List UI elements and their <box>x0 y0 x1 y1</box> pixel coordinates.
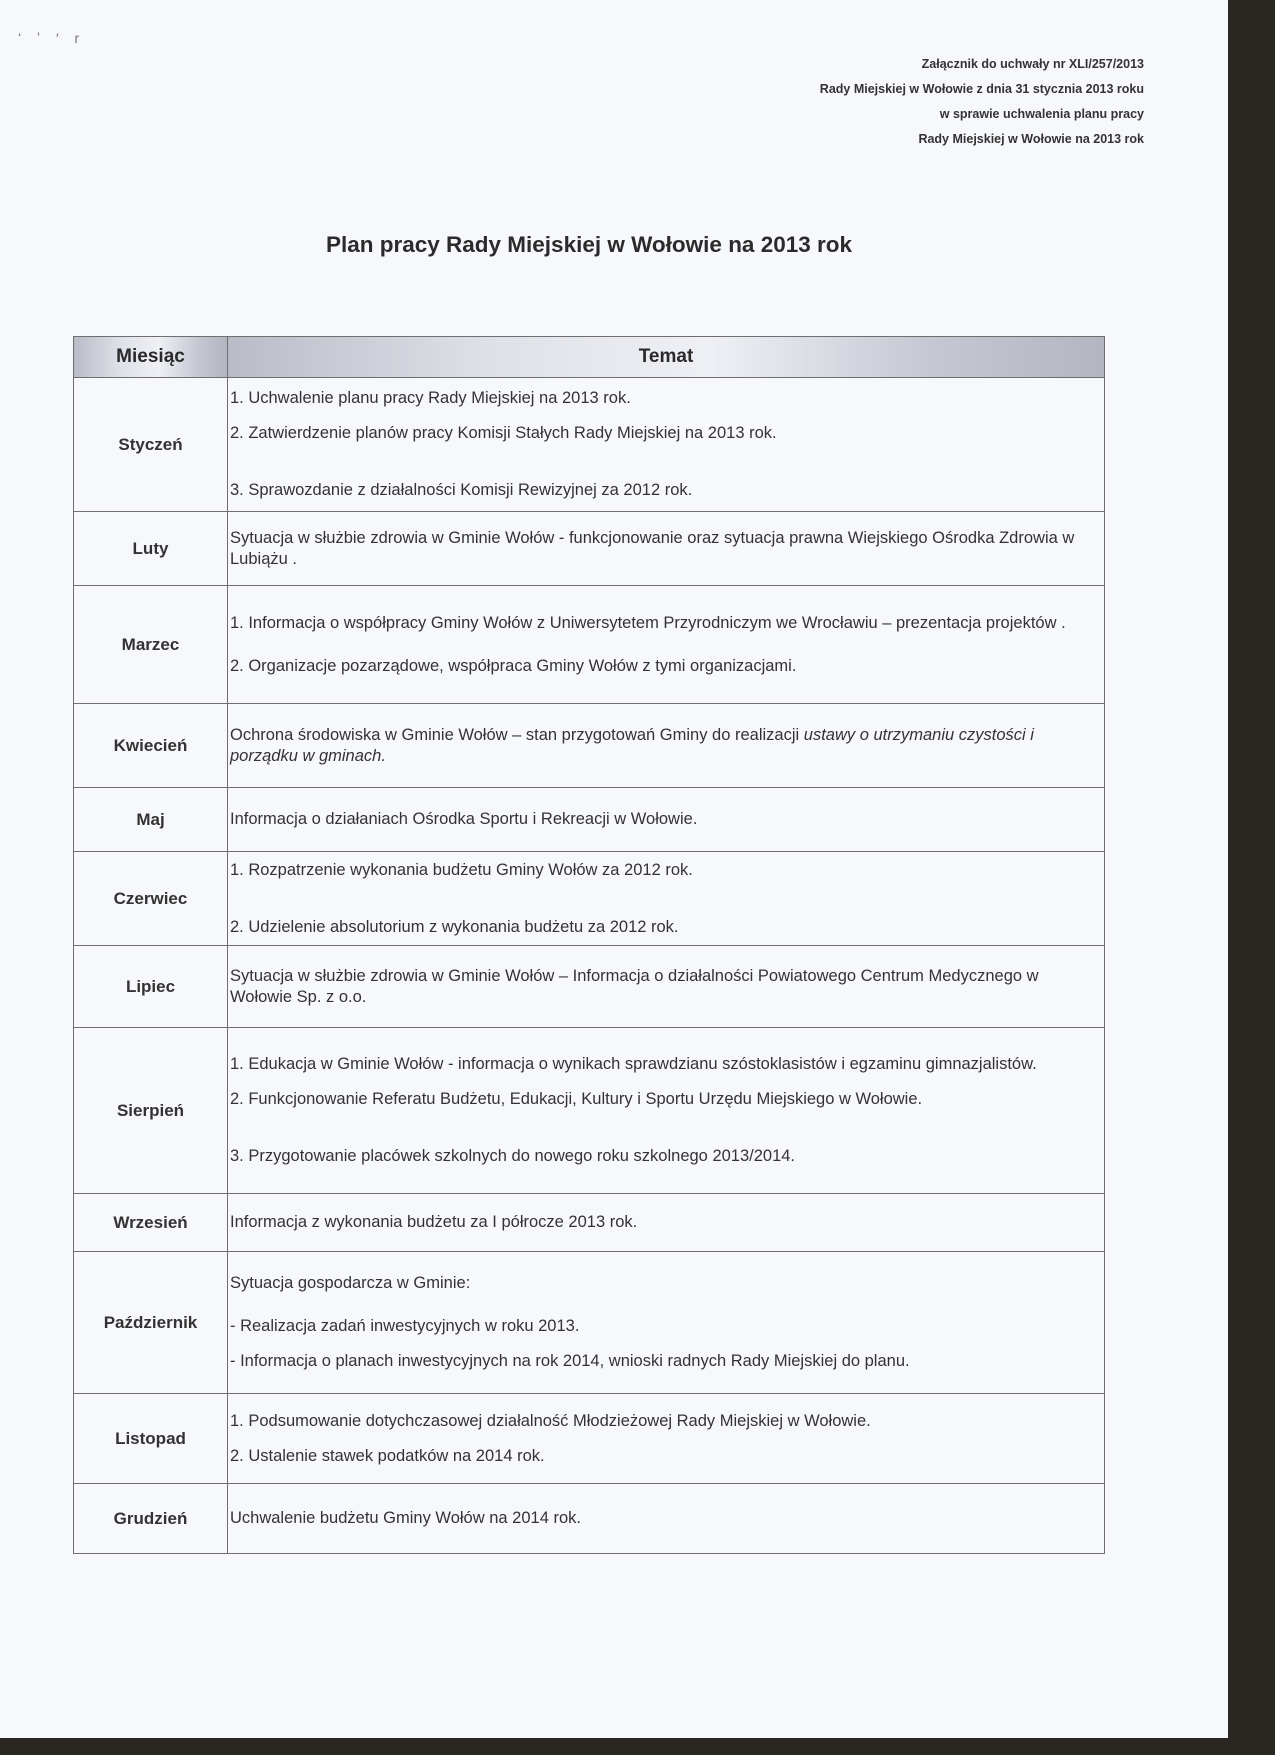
table-row <box>74 512 1105 586</box>
header-line: Załącznik do uchwały nr XLI/257/2013 <box>921 57 1144 71</box>
table-row <box>74 704 1105 788</box>
header-line: Rady Miejskiej w Wołowie z dnia 31 stycznia 2013 roku <box>819 82 1144 96</box>
topic-item: Sytuacja gospodarcza w Gminie: <box>230 1274 471 1292</box>
topic-item: 3. Sprawozdanie z działalności Komisji Rewizyjnej za 2012 rok. <box>230 481 693 499</box>
month-cell: Styczeń <box>74 378 228 512</box>
table-row <box>74 1484 1105 1554</box>
topic-item <box>230 725 1096 767</box>
month-cell: Sierpień <box>74 1028 228 1194</box>
topic-cell <box>228 1194 1105 1252</box>
table-row <box>74 946 1105 1028</box>
topic-text: Ochrona środowiska w Gminie Wołów – stan przygotowań Gminy do realizacji <box>230 725 804 744</box>
topic-item: 1. Rozpatrzenie wykonania budżetu Gminy Wołów za 2012 rok. <box>230 860 693 879</box>
table-row <box>74 788 1105 852</box>
table-row <box>74 378 1105 512</box>
topic-cell <box>228 852 1105 946</box>
table-row <box>74 1394 1105 1484</box>
table-row <box>74 852 1105 946</box>
month-cell: Lipiec <box>74 946 228 1028</box>
topic-item: Informacja o działaniach Ośrodka Sportu i Rekreacji w Wołowie. <box>230 810 698 828</box>
header-line: Rady Miejskiej w Wołowie na 2013 rok <box>918 132 1144 146</box>
month-cell: Czerwiec <box>74 852 228 946</box>
topic-item: - Realizacja zadań inwestycyjnych w roku 2013. <box>230 1317 580 1335</box>
topic-cell <box>228 1484 1105 1554</box>
attachment-header <box>820 52 1144 152</box>
month-cell: Luty <box>74 512 228 586</box>
topic-cell <box>228 946 1105 1028</box>
topic-cell <box>228 1028 1105 1194</box>
month-cell: Grudzień <box>74 1484 228 1554</box>
topic-cell <box>228 512 1105 586</box>
topic-item: 2. Organizacje pozarządowe, współpraca Gminy Wołów z tymi organizacjami. <box>230 656 797 675</box>
topic-item: 3. Przygotowanie placówek szkolnych do nowego roku szkolnego 2013/2014. <box>230 1147 796 1165</box>
topic-item: 2. Udzielenie absolutorium z wykonania budżetu za 2012 rok. <box>230 917 679 936</box>
topic-item: 1. Uchwalenie planu pracy Rady Miejskiej na 2013 rok. <box>230 389 631 407</box>
topic-cell <box>228 1394 1105 1484</box>
month-cell: Marzec <box>74 586 228 704</box>
topic-item: 2. Zatwierdzenie planów pracy Komisji Stałych Rady Miejskiej na 2013 rok. <box>230 424 777 442</box>
month-cell: Maj <box>74 788 228 852</box>
table-row <box>74 1194 1105 1252</box>
table-row <box>74 1028 1105 1194</box>
month-cell: Październik <box>74 1252 228 1394</box>
topic-item: Informacja z wykonania budżetu za I półrocze 2013 rok. <box>230 1213 638 1231</box>
topic-item: Sytuacja w służbie zdrowia w Gminie Wołów – Informacja o działalności Powiatowego Centrum Medycznego w Wołowie Sp. z o.o. <box>230 966 1039 1006</box>
table-header-row <box>74 337 1105 378</box>
topic-item: 2. Ustalenie stawek podatków na 2014 rok. <box>230 1446 545 1465</box>
header-line: w sprawie uchwalenia planu pracy <box>939 107 1144 121</box>
topic-cell <box>228 378 1105 512</box>
topic-item: 2. Funkcjonowanie Referatu Budżetu, Edukacji, Kultury i Sportu Urzędu Miejskiego w Wołowie. <box>230 1090 923 1108</box>
month-cell: Kwiecień <box>74 704 228 788</box>
month-cell: Wrzesień <box>74 1194 228 1252</box>
topic-cell <box>228 704 1105 788</box>
table-row <box>74 586 1105 704</box>
topic-item: 1. Informacja o współpracy Gminy Wołów z Uniwersytetem Przyrodniczym we Wrocławiu – prezentacja projektów . <box>230 613 1066 632</box>
topic-item: 1. Edukacja w Gminie Wołów - informacja o wynikach sprawdzianu szóstoklasistów i egzaminu gimnazjalistów. <box>230 1055 1037 1073</box>
topic-item: 1. Podsumowanie dotychczasowej działalność Młodzieżowej Rady Miejskiej w Wołowie. <box>230 1411 871 1430</box>
topic-cell <box>228 586 1105 704</box>
column-header-topic: Temat <box>228 337 1105 378</box>
topic-text-italic: ustawy o utrzymaniu czystości i porządku w gminach. <box>230 725 1034 765</box>
table-row <box>74 1252 1105 1394</box>
topic-item: - Informacja o planach inwestycyjnych na rok 2014, wnioski radnych Rady Miejskiej do planu. <box>230 1352 910 1370</box>
document-title: Plan pracy Rady Miejskiej w Wołowie na 2013 rok <box>325 232 853 257</box>
month-cell: Listopad <box>74 1394 228 1484</box>
topic-cell <box>228 788 1105 852</box>
work-plan-table <box>73 336 1105 1554</box>
topic-item: Sytuacja w służbie zdrowia w Gminie Wołów - funkcjonowanie oraz sytuacja prawna Wiejskiego Ośrodka Zdrowia w Lubiążu . <box>230 528 1075 568</box>
column-header-month: Miesiąc <box>74 337 228 378</box>
topic-cell <box>228 1252 1105 1394</box>
scan-mark: ʻ ʼ ′ r <box>18 30 86 46</box>
topic-item: Uchwalenie budżetu Gminy Wołów na 2014 rok. <box>230 1509 581 1527</box>
